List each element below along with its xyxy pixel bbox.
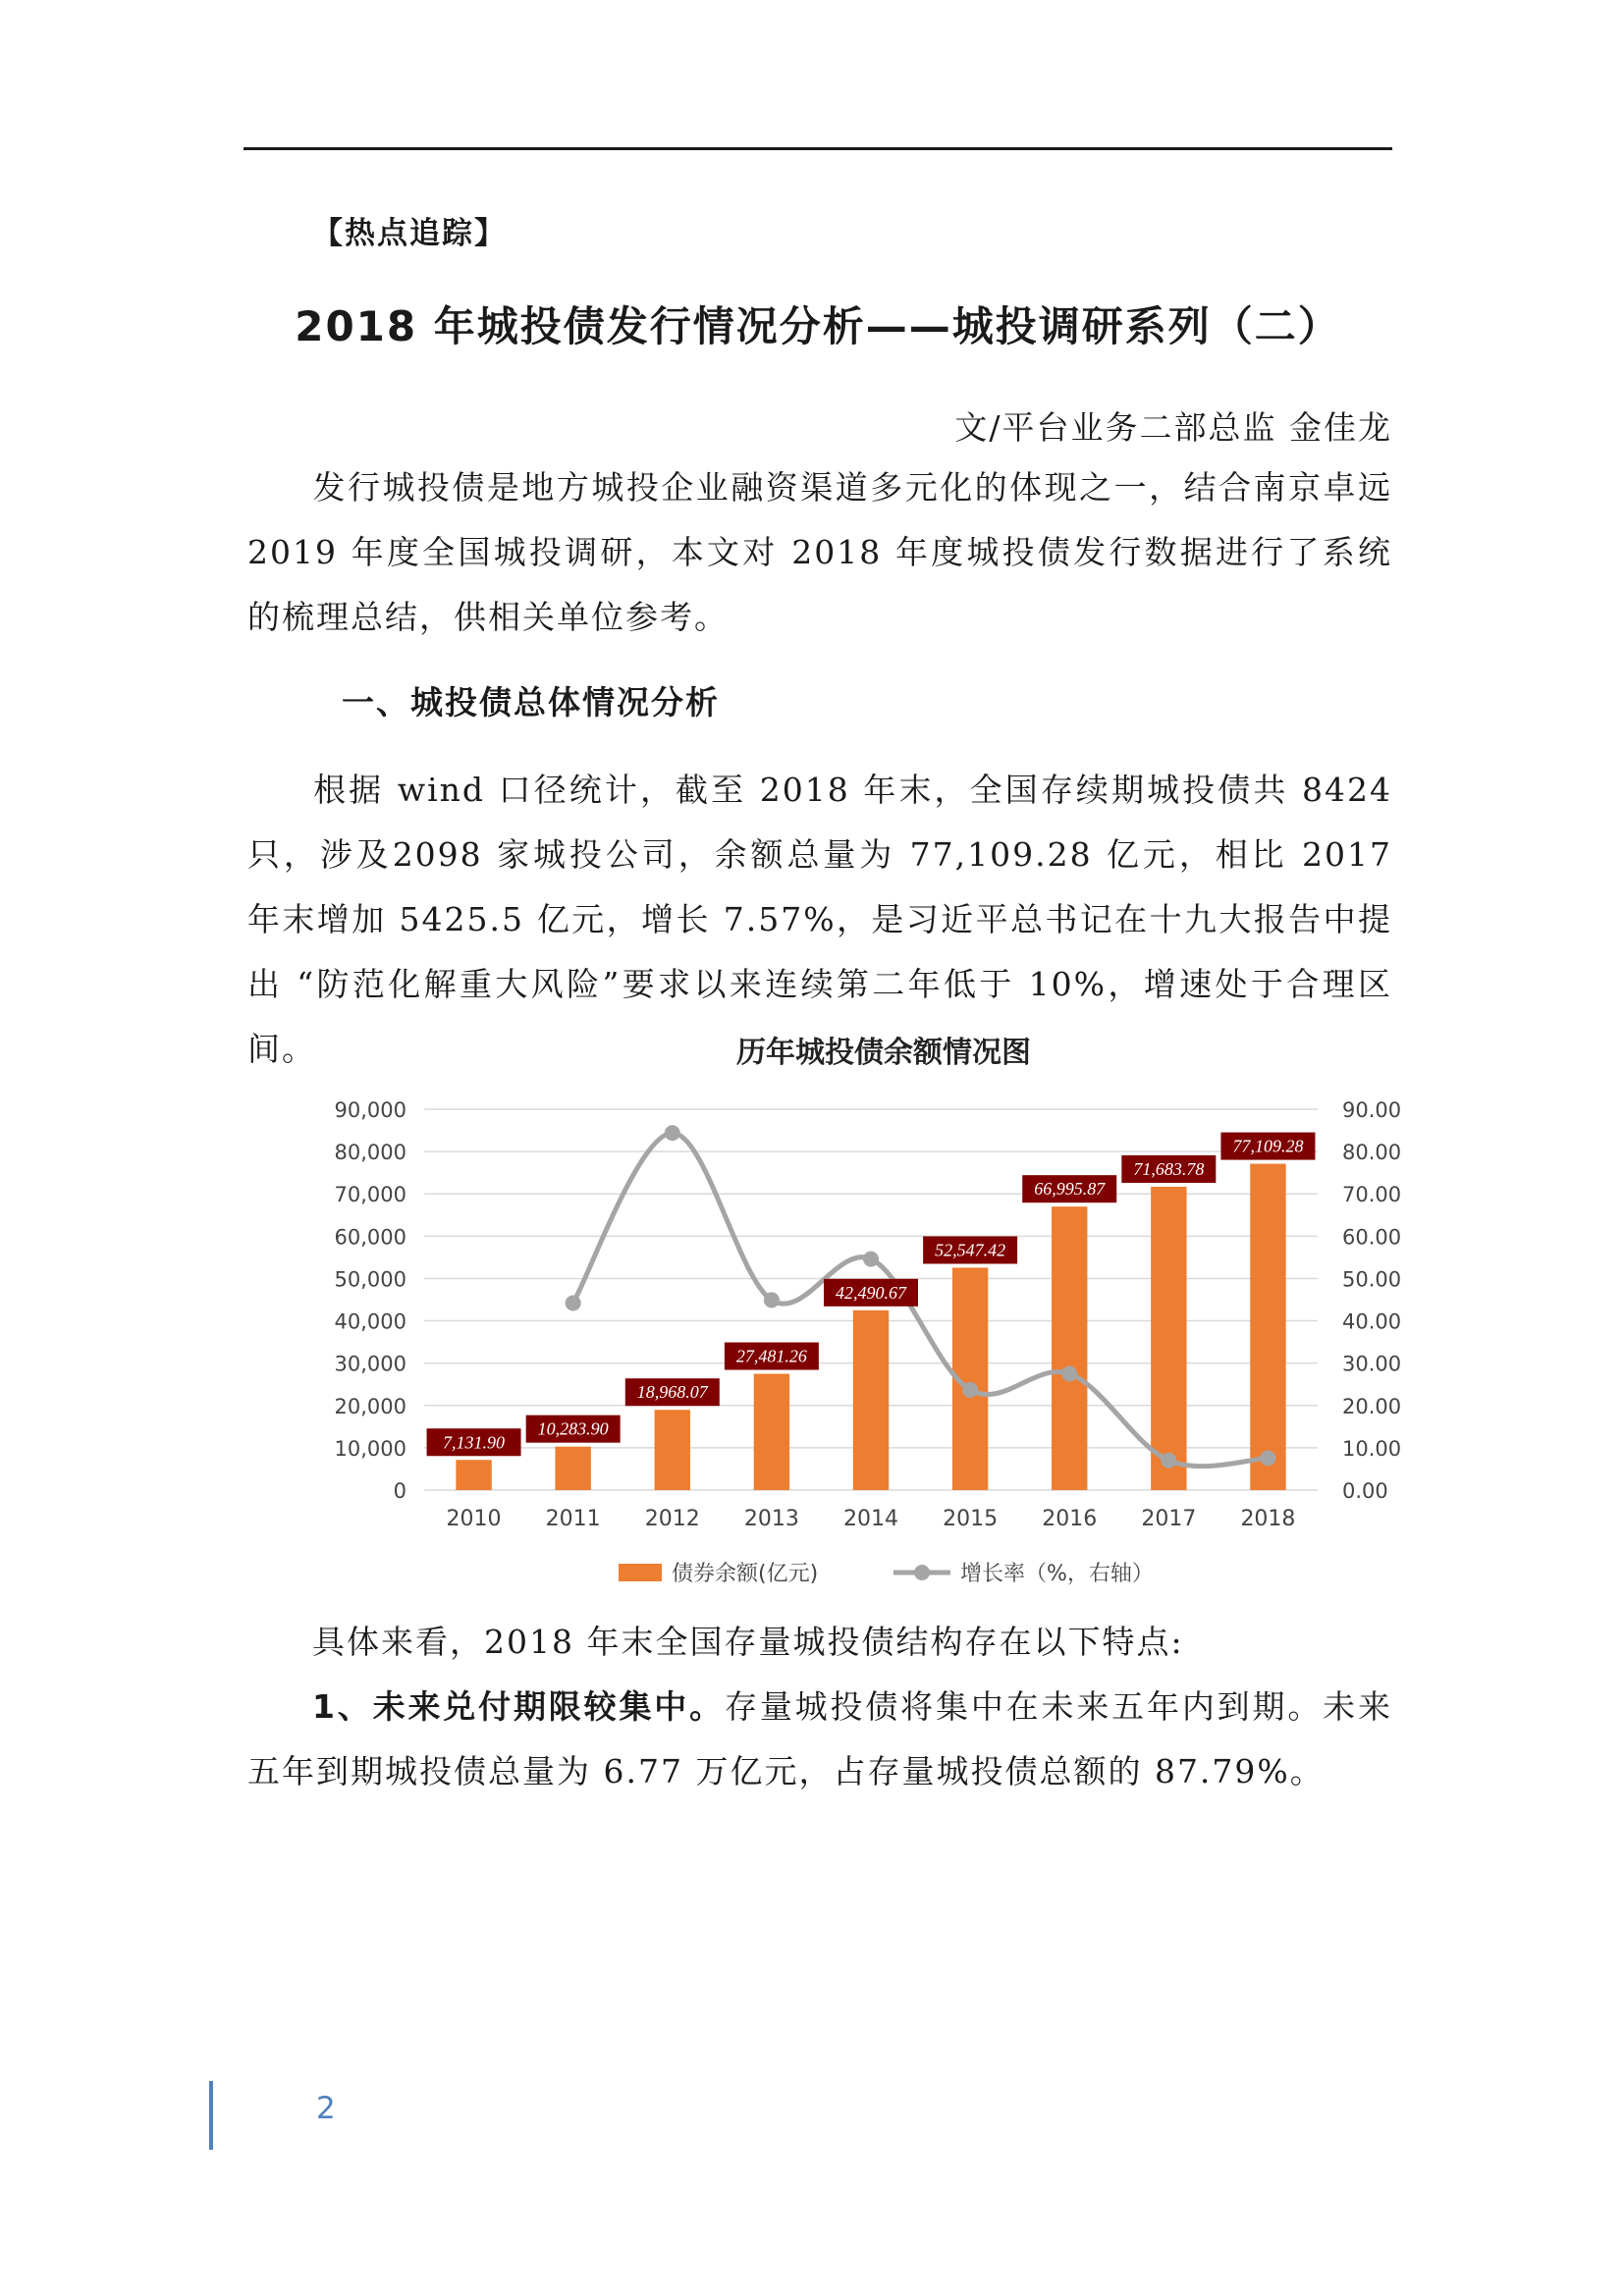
x-axis-tick-label: 2013 bbox=[743, 1507, 799, 1531]
data-label: 10,283.90 bbox=[537, 1418, 609, 1439]
features-text: 具体来看，2018 年末全国存量城投债结构存在以下特点: bbox=[312, 1623, 1184, 1661]
legend-line-marker bbox=[914, 1565, 930, 1580]
x-axis-tick-label: 2014 bbox=[843, 1507, 898, 1531]
bar bbox=[555, 1447, 590, 1490]
x-axis-tick-label: 2011 bbox=[545, 1507, 601, 1531]
x-axis-tick-label: 2016 bbox=[1042, 1507, 1098, 1531]
page-number: 2 bbox=[316, 2091, 336, 2126]
x-axis-tick-label: 2017 bbox=[1141, 1507, 1197, 1531]
growth-point bbox=[1161, 1453, 1176, 1468]
right-axis-tick-label: 80.00 bbox=[1342, 1141, 1402, 1165]
left-axis-tick-label: 80,000 bbox=[334, 1141, 406, 1165]
article-title: 2018 年城投债发行情况分析——城投调研系列（二） bbox=[295, 302, 1341, 350]
right-axis-tick-label: 60.00 bbox=[1342, 1225, 1402, 1250]
left-axis-tick-label: 50,000 bbox=[334, 1267, 406, 1292]
bar bbox=[754, 1374, 789, 1490]
legend-line-label: 增长率（%，右轴） bbox=[960, 1562, 1154, 1586]
left-axis-tick-label: 0 bbox=[393, 1479, 406, 1503]
right-axis-tick-label: 10.00 bbox=[1342, 1436, 1402, 1461]
header-rule bbox=[244, 147, 1392, 150]
right-axis-tick-label: 20.00 bbox=[1342, 1394, 1402, 1418]
bar bbox=[1250, 1164, 1285, 1490]
growth-point bbox=[1260, 1450, 1275, 1466]
growth-point bbox=[566, 1295, 581, 1310]
data-label: 71,683.78 bbox=[1133, 1158, 1205, 1179]
right-axis-tick-label: 0.00 bbox=[1342, 1479, 1388, 1503]
data-label: 18,968.07 bbox=[636, 1382, 708, 1403]
right-axis-tick-label: 50.00 bbox=[1342, 1267, 1402, 1292]
data-label: 52,547.42 bbox=[935, 1240, 1006, 1260]
left-axis-tick-label: 60,000 bbox=[334, 1225, 406, 1250]
chart-canvas bbox=[295, 1021, 1453, 1610]
maturity-text: 存量城投债将集中在未来五年内到期。未来五年到期城投债总量为 6.77 万亿元，占存量城投债总额的 87.79%。 bbox=[247, 1687, 1393, 1790]
chart-title: 历年城投债余额情况图 bbox=[736, 1036, 1031, 1070]
growth-point bbox=[764, 1292, 780, 1308]
balance-chart bbox=[295, 1021, 1453, 1610]
growth-point bbox=[962, 1382, 978, 1398]
bar bbox=[853, 1310, 889, 1490]
features-paragraph bbox=[247, 1610, 1392, 1675]
growth-point bbox=[863, 1252, 879, 1267]
section-tag: 【热点追踪】 bbox=[312, 216, 507, 251]
right-axis-tick-label: 30.00 bbox=[1342, 1352, 1402, 1376]
x-axis-tick-label: 2012 bbox=[644, 1507, 700, 1531]
overview-text: 根据 wind 口径统计，截至 2018 年末，全国存续期城投债共 8424 只，涉及2098 家城投公司，余额总量为 77,109.28 亿元，相比 2017 年末增加 5425.5 亿元，增长 7.57%，是习近平总书记在十九大报告中提出 “防范化解重大风险”要求以来连续第二年低于 10%，增速处于合理区间。 bbox=[247, 771, 1392, 1068]
right-axis-tick-label: 40.00 bbox=[1342, 1309, 1402, 1334]
x-axis-tick-label: 2018 bbox=[1240, 1507, 1296, 1531]
left-axis-tick-label: 40,000 bbox=[334, 1309, 406, 1334]
legend-bar-label: 债券余额(亿元) bbox=[672, 1562, 819, 1586]
bar bbox=[1151, 1187, 1186, 1490]
intro-text: 发行城投债是地方城投企业融资渠道多元化的体现之一，结合南京卓远2019 年度全国城投调研，本文对 2018 年度城投债发行数据进行了系统的梳理总结，供相关单位参考。 bbox=[247, 468, 1392, 636]
left-axis-tick-label: 20,000 bbox=[334, 1394, 406, 1418]
data-label: 77,109.28 bbox=[1232, 1136, 1304, 1156]
left-axis-tick-label: 30,000 bbox=[334, 1352, 406, 1376]
left-axis-tick-label: 90,000 bbox=[334, 1098, 406, 1122]
data-label: 66,995.87 bbox=[1034, 1179, 1106, 1200]
left-axis-tick-label: 70,000 bbox=[334, 1183, 406, 1207]
x-axis-tick-label: 2010 bbox=[446, 1507, 502, 1531]
chart-legend bbox=[619, 1562, 1154, 1586]
bar bbox=[655, 1410, 690, 1490]
maturity-lead: 1、未来兑付期限较集中。 bbox=[312, 1687, 725, 1726]
data-label: 27,481.26 bbox=[735, 1346, 807, 1366]
data-label: 42,490.67 bbox=[836, 1282, 906, 1303]
left-axis-tick-label: 10,000 bbox=[334, 1436, 406, 1461]
data-label: 7,131.90 bbox=[443, 1432, 506, 1453]
growth-point bbox=[1061, 1365, 1077, 1381]
x-axis-tick-label: 2015 bbox=[943, 1507, 999, 1531]
right-axis-tick-label: 70.00 bbox=[1342, 1183, 1402, 1207]
footer-accent-bar bbox=[209, 2081, 213, 2150]
maturity-paragraph bbox=[247, 1675, 1392, 1804]
bar bbox=[456, 1460, 491, 1490]
growth-point bbox=[665, 1125, 680, 1141]
author-line: 文/平台业务二部总监 金佳龙 bbox=[954, 408, 1392, 447]
legend-bar-swatch bbox=[619, 1564, 662, 1581]
section-heading: 一、城投债总体情况分析 bbox=[342, 683, 720, 721]
right-axis-tick-label: 90.00 bbox=[1342, 1098, 1402, 1122]
bar bbox=[1052, 1206, 1087, 1490]
intro-paragraph bbox=[247, 455, 1392, 650]
